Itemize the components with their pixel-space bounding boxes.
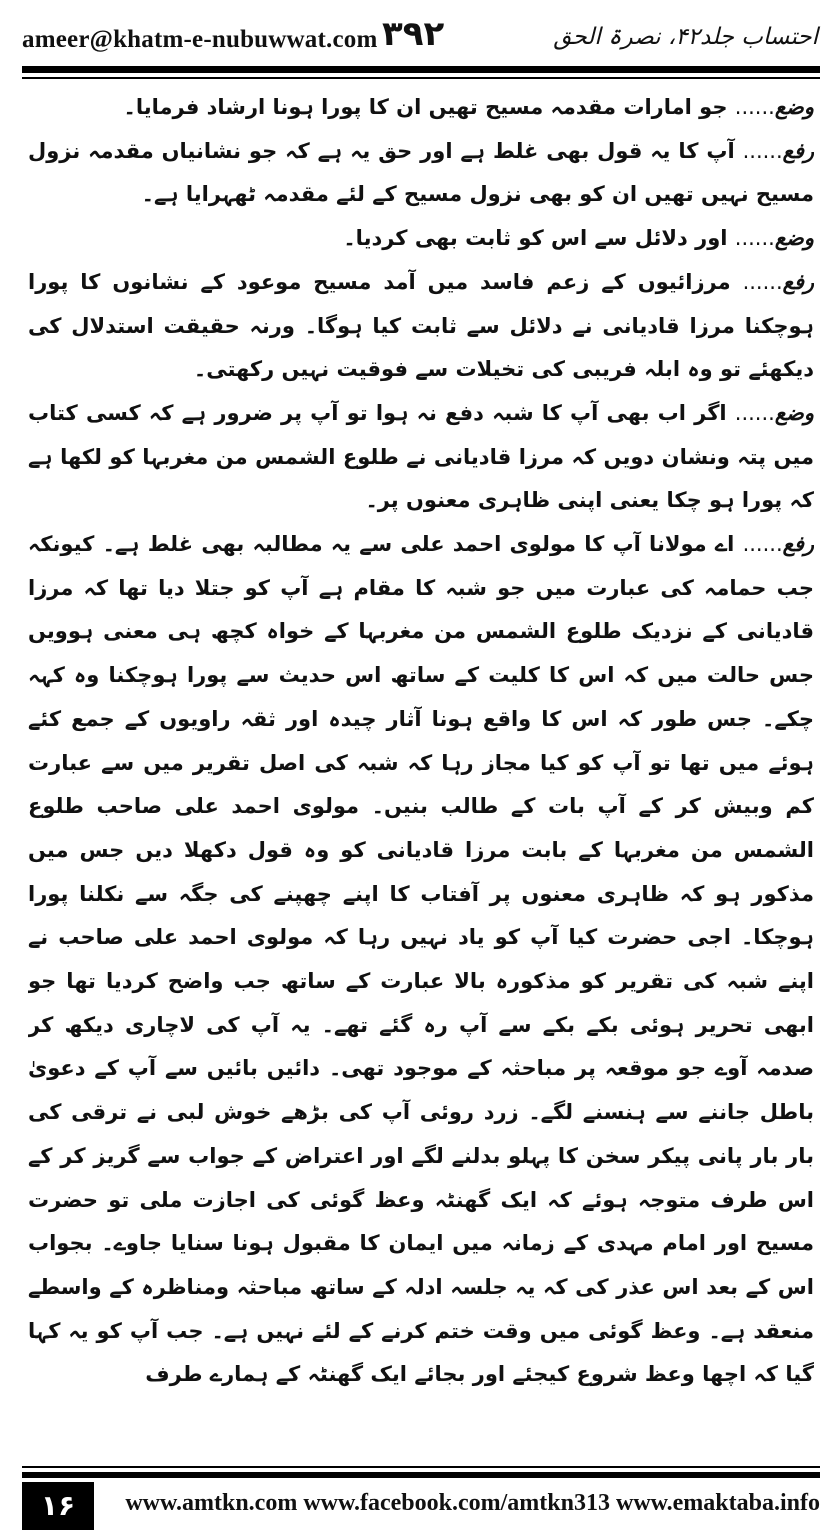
header-rule-thick (22, 66, 820, 73)
paragraph-label: وضع (774, 95, 814, 119)
paragraph-label: رفع (782, 269, 814, 294)
paragraph-text: جو امارات مقدمہ مسیح تھیں ان کا پورا ہونا ارشاد فرمایا۔ (123, 95, 728, 119)
label-dots: ...... (734, 400, 775, 425)
label-dots: ...... (742, 269, 783, 294)
paragraph-2 (28, 130, 814, 217)
paragraph-label: رفع (782, 532, 814, 557)
footer-rule-thin (22, 1466, 820, 1468)
body-text (28, 86, 814, 1454)
label-dots: ...... (734, 95, 775, 119)
paragraph-text: مرزائیوں کے زعم فاسد میں آمد مسیح موعود کے نشانوں کا پورا ہوچکنا مرزا قادیانی نے دلائل سے ثابت کیا ہوگا۔ ورنہ حقیقت استدلال کی دیکھئے تو وہ ابلہ فریبی کی تخیلات سے فوقیت نہیں رکھتی۔ (28, 269, 814, 382)
page-header (22, 14, 820, 62)
page-number: ۳۹۲ (382, 14, 445, 54)
paragraph-1 (28, 86, 814, 130)
header-email: ameer@khatm-e-nubuwwat.com (22, 26, 378, 53)
book-title: احتساب جلد۴۲، نصرۃ الحق (553, 24, 818, 50)
header-rule-thin (22, 77, 820, 79)
paragraph-3 (28, 217, 814, 261)
paragraph-5 (28, 392, 814, 523)
label-dots: ...... (742, 138, 783, 163)
footer-rule-thick (22, 1472, 820, 1478)
label-dots: ...... (734, 226, 775, 251)
paragraph-text: اے مولانا آپ کا مولوی احمد علی سے یہ مطالبہ بھی غلط ہے۔ کیونکہ جب حمامہ کی عبارت میں جو شبہ کا مقام ہے آپ کو جتلا دیا تھا کہ مرزا قادیانی کے نزدیک طلوع الشمس من مغربہا کے خواہ کچھ ہی معنی ہوویں جس حالت میں کہ اس کا کلیت کے ساتھ اس حدیث سے پورا ہوچکنا وہ کہہ چکے۔ جس طور کہ اس کا واقع ہونا آثار چیدہ اور ثقہ راویوں کے جمع کئے ہوئے میں تھا تو آپ کو کیا مجاز رہا کہ شبہ کی اصل تقریر میں سے عبارت کم وبیش کر کے آپ بات کے طالب بنیں۔ مولوی احمد علی صاحب طلوع الشمس من مغربہا کے بابت مرزا قادیانی کو وہ قول دکھلا دیں جس میں مذکور ہو کہ ظاہری معنوں پر آفتاب کا اپنے چھپنے کی جگہ سے نکلنا پورا ہوچکا۔ اجی حضرت کیا آپ کو یاد نہیں رہا کہ مولوی احمد علی صاحب نے اپنے شبہ کی تقریر کو مذکورہ بالا عبارت کے ساتھ جب واضح کردیا تھا جو ابھی تحریر ہوئی بکے بکے سے آپ رہ گئے تھے۔ یہ آپ کی لاچاری دیکھ کر صدمہ آوے جو موقعہ پر مباحثہ کے موجود تھی۔ دائیں بائیں سے آپ کے دعویٰ باطل جاننے سے ہنسنے لگے۔ زرد روئی آپ کی بڑھے خوش لبی نے ترقی کی بار بار پانی پیکر سخن کا پہلو بدلنے لگے اور اعتراض کے جواب سے گریز کر کے اس طرف متوجہ ہوئے کہ ایک گھنٹہ وعظ گوئی کی اجازت ملی تو حضرت مسیح اور امام مہدی کے زمانہ میں ایمان کا مقبول ہونا سنایا جاوے۔ بجواب اس کے بعد اس عذر کی کہ یہ جلسہ ادلہ کے ساتھ مباحثہ ومناظرہ کے واسطے منعقد ہے۔ وعظ گوئی میں وقت ختم کرنے کے لئے نہیں ہے۔ جب آپ کو یہ کہا گیا کہ اچھا وعظ شروع کیجئے اور بجائے ایک گھنٹہ کے ہمارے طرف (28, 532, 814, 1387)
paragraph-label: رفع (782, 138, 814, 163)
label-dots: ...... (742, 532, 783, 557)
paragraph-text: اور دلائل سے اس کو ثابت بھی کردیا۔ (343, 226, 728, 251)
paragraph-text: اگر اب بھی آپ کا شبہ دفع نہ ہوا تو آپ پر ضرور ہے کہ کسی کتاب میں پتہ ونشان دویں کہ مرزا قادیانی نے طلوع الشمس من مغربہا کو لکھا ہے کہ پورا ہو چکا یعنی اپنی ظاہری معنوں پر۔ (28, 400, 814, 513)
paragraph-text: آپ کا یہ قول بھی غلط ہے اور حق یہ ہے کہ جو نشانیاں مقدمہ نزول مسیح نہیں تھیں ان کو بھی نزول مسیح کے لئے مقدمہ ٹھہرایا ہے۔ (28, 138, 814, 207)
footer-urls: www.amtkn.com www.facebook.com/amtkn313 www.emaktaba.info (125, 1490, 820, 1516)
paragraph-label: وضع (774, 400, 814, 425)
paragraph-4 (28, 261, 814, 392)
paragraph-6 (28, 523, 814, 1397)
paragraph-label: وضع (774, 226, 814, 251)
footer-page-badge: ۱۶ (22, 1482, 94, 1530)
